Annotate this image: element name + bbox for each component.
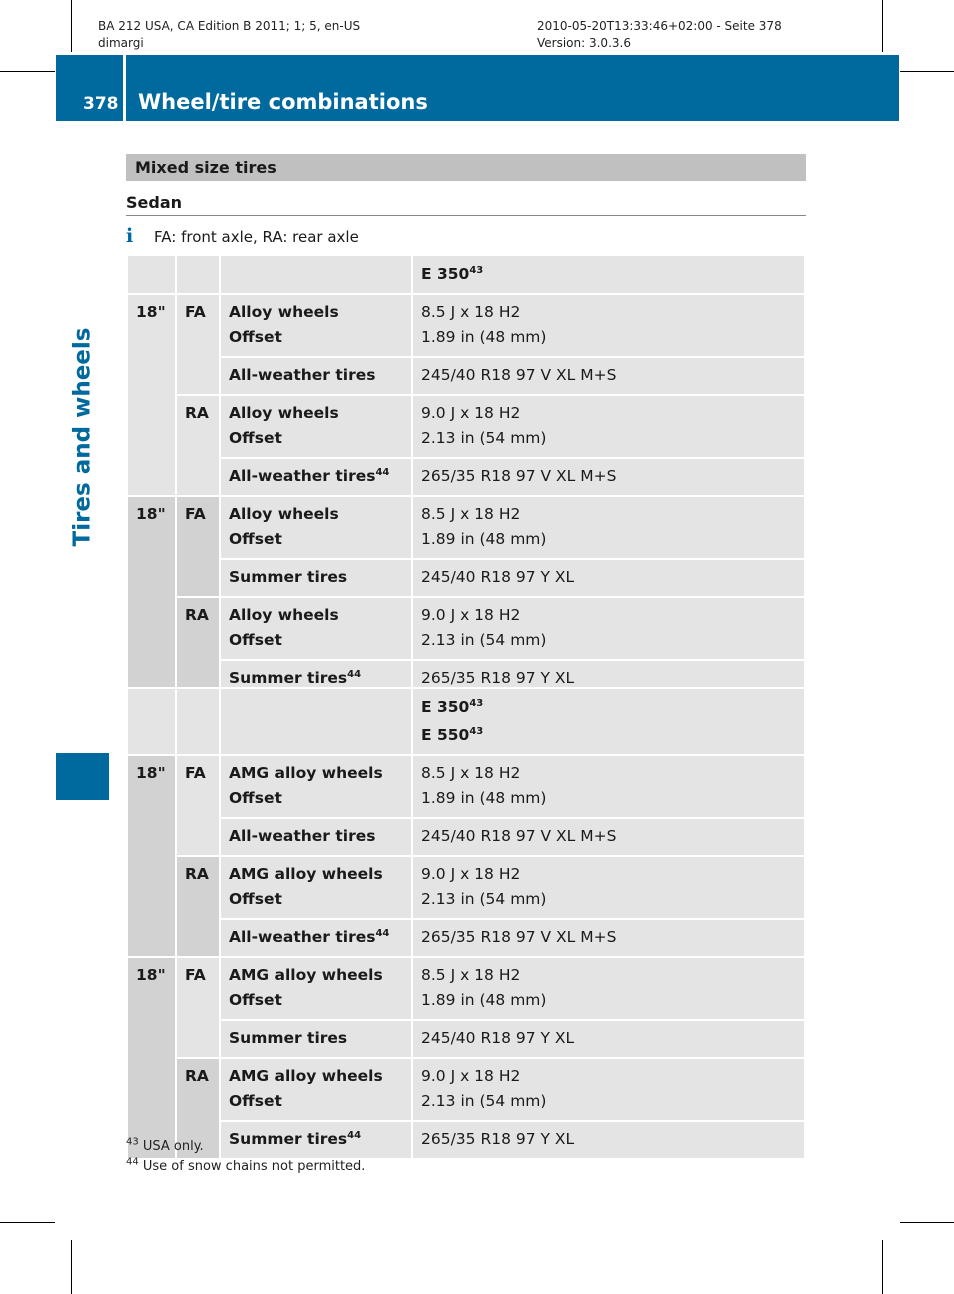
- wheel-label-cell: [220, 1058, 412, 1121]
- side-tab-label: Tires and wheels: [69, 327, 96, 547]
- wheel-label-cell: [220, 755, 412, 818]
- tire-label: All-weather tires: [229, 928, 376, 946]
- table-cell: [127, 688, 176, 755]
- axle-cell: RA: [176, 597, 220, 698]
- wheel-type-label: AMG alloy wheels: [229, 764, 383, 782]
- doc-meta-left-line1: BA 212 USA, CA Edition B 2011; 1; 5, en-US: [98, 19, 361, 33]
- tire-value-cell: 245/40 R18 97 V XL M+S: [412, 818, 805, 856]
- axle-cell: FA: [176, 755, 220, 856]
- tire-label-cell: All-weather tires: [220, 818, 412, 856]
- wheel-value-cell: [412, 1058, 805, 1121]
- wheel-type-label: Alloy wheels: [229, 606, 339, 624]
- table-cell: [220, 255, 412, 294]
- axle-cell: FA: [176, 496, 220, 597]
- footnote-number: 43: [126, 1136, 139, 1148]
- table-row: [127, 1121, 805, 1159]
- table-row: [127, 1020, 805, 1058]
- side-tab: [56, 121, 109, 753]
- wheel-value-cell: [412, 294, 805, 357]
- wheel-size-value: 9.0 J x 18 H2: [421, 865, 521, 883]
- table-row: [127, 458, 805, 496]
- table-row: [127, 1058, 805, 1121]
- table-row: [127, 395, 805, 458]
- wheel-label-cell: [220, 395, 412, 458]
- table-row: [127, 597, 805, 660]
- wheel-type-label: Alloy wheels: [229, 404, 339, 422]
- offset-value: 1.89 in (48 mm): [421, 789, 547, 807]
- offset-label: Offset: [229, 530, 282, 548]
- tire-value-cell: 265/35 R18 97 V XL M+S: [412, 919, 805, 957]
- axle-cell: RA: [176, 395, 220, 496]
- wheel-size-value: 8.5 J x 18 H2: [421, 505, 521, 523]
- rim-size-cell: 18": [127, 294, 176, 496]
- axle-cell: RA: [176, 1058, 220, 1159]
- axle-cell: FA: [176, 957, 220, 1058]
- offset-value: 2.13 in (54 mm): [421, 890, 547, 908]
- tire-value-cell: 265/35 R18 97 V XL M+S: [412, 458, 805, 496]
- footnote-ref: 43: [469, 264, 484, 276]
- table-row: [127, 755, 805, 818]
- footnote-ref: 43: [469, 725, 484, 737]
- wheel-label-cell: [220, 496, 412, 559]
- offset-label: Offset: [229, 789, 282, 807]
- wheel-type-label: Alloy wheels: [229, 505, 339, 523]
- table-row: [127, 496, 805, 559]
- wheel-size-value: 9.0 J x 18 H2: [421, 404, 521, 422]
- info-note: FA: front axle, RA: rear axle: [154, 228, 359, 246]
- model-header: [412, 688, 805, 755]
- doc-meta-right-line1: 2010-05-20T13:33:46+02:00 - Seite 378: [537, 19, 782, 33]
- crop-mark: [900, 71, 954, 72]
- table-row: [127, 856, 805, 919]
- offset-label: Offset: [229, 631, 282, 649]
- footnote-number: 44: [126, 1156, 139, 1168]
- rim-size-cell: 18": [127, 496, 176, 698]
- table-row: [127, 357, 805, 395]
- tire-label-cell: [220, 1121, 412, 1159]
- section-heading: Mixed size tires: [135, 158, 277, 177]
- rim-size-cell: 18": [127, 755, 176, 957]
- section-heading-bar: [126, 154, 806, 181]
- tire-value-cell: 245/40 R18 97 V XL M+S: [412, 357, 805, 395]
- offset-value: 1.89 in (48 mm): [421, 530, 547, 548]
- table-row: [127, 957, 805, 1020]
- wheel-label-cell: [220, 294, 412, 357]
- wheel-size-value: 9.0 J x 18 H2: [421, 1067, 521, 1085]
- page-number: 378: [83, 94, 119, 114]
- table-cell: [220, 688, 412, 755]
- doc-meta-left: [98, 18, 360, 52]
- doc-meta-right-line2: Version: 3.0.3.6: [537, 36, 631, 50]
- crop-mark: [71, 0, 72, 52]
- crop-mark: [71, 1240, 72, 1294]
- tire-label-cell: [220, 458, 412, 496]
- footnote-ref: 44: [347, 1129, 362, 1141]
- wheel-size-value: 9.0 J x 18 H2: [421, 606, 521, 624]
- footnote-ref: 44: [347, 668, 362, 680]
- side-tab-marker: [56, 753, 109, 800]
- offset-label: Offset: [229, 991, 282, 1009]
- tire-value-cell: 265/35 R18 97 Y XL: [412, 660, 805, 698]
- crop-mark: [0, 1222, 55, 1223]
- subsection-heading: Sedan: [126, 193, 183, 212]
- tire-label-cell: Summer tires: [220, 1020, 412, 1058]
- table-header-row: [127, 688, 805, 755]
- wheel-value-cell: [412, 957, 805, 1020]
- wheel-value-cell: [412, 856, 805, 919]
- tire-value-cell: 245/40 R18 97 Y XL: [412, 559, 805, 597]
- footnote-ref: 44: [375, 466, 390, 478]
- tire-label-cell: [220, 919, 412, 957]
- tire-label-cell: All-weather tires: [220, 357, 412, 395]
- tire-value-cell: 245/40 R18 97 Y XL: [412, 1020, 805, 1058]
- crop-mark: [900, 1222, 954, 1223]
- table-row: [127, 919, 805, 957]
- footnote-ref: 43: [469, 697, 484, 709]
- wheel-type-label: AMG alloy wheels: [229, 966, 383, 984]
- tire-label: All-weather tires: [229, 467, 376, 485]
- wheel-label-cell: [220, 856, 412, 919]
- footnote: [126, 1156, 366, 1174]
- offset-label: Offset: [229, 890, 282, 908]
- rim-size-cell: 18": [127, 957, 176, 1159]
- crop-mark: [0, 71, 55, 72]
- table-cell: [127, 255, 176, 294]
- table-row: [127, 559, 805, 597]
- wheel-value-cell: [412, 395, 805, 458]
- wheel-type-label: AMG alloy wheels: [229, 865, 383, 883]
- tire-label: Summer tires: [229, 669, 348, 687]
- wheel-value-cell: [412, 496, 805, 559]
- wheel-size-value: 8.5 J x 18 H2: [421, 303, 521, 321]
- table-cell: [176, 255, 220, 294]
- offset-value: 2.13 in (54 mm): [421, 631, 547, 649]
- tire-label: Summer tires: [229, 1130, 348, 1148]
- info-icon: i: [126, 225, 134, 247]
- footnote-text: USA only.: [142, 1139, 204, 1154]
- crop-mark: [882, 1240, 883, 1294]
- doc-meta-left-line2: dimargi: [98, 36, 144, 50]
- tire-label-cell: Summer tires: [220, 559, 412, 597]
- header-divider: [123, 55, 126, 121]
- wheel-label-cell: [220, 957, 412, 1020]
- offset-label: Offset: [229, 328, 282, 346]
- axle-cell: FA: [176, 294, 220, 395]
- offset-value: 2.13 in (54 mm): [421, 1092, 547, 1110]
- wheel-size-value: 8.5 J x 18 H2: [421, 764, 521, 782]
- wheel-value-cell: [412, 597, 805, 660]
- table-row: [127, 294, 805, 357]
- model-name: E 350: [421, 698, 470, 716]
- offset-label: Offset: [229, 1092, 282, 1110]
- tire-value-cell: 265/35 R18 97 Y XL: [412, 1121, 805, 1159]
- wheel-size-value: 8.5 J x 18 H2: [421, 966, 521, 984]
- model-name: E 350: [421, 265, 470, 283]
- offset-value: 1.89 in (48 mm): [421, 991, 547, 1009]
- offset-value: 2.13 in (54 mm): [421, 429, 547, 447]
- wheel-value-cell: [412, 755, 805, 818]
- wheel-type-label: Alloy wheels: [229, 303, 339, 321]
- page-title: Wheel/tire combinations: [138, 90, 428, 114]
- table-header-row: [127, 255, 805, 294]
- offset-value: 1.89 in (48 mm): [421, 328, 547, 346]
- model-header: [412, 255, 805, 294]
- footnote: [126, 1136, 204, 1154]
- offset-label: Offset: [229, 429, 282, 447]
- wheel-tire-table-2: [126, 687, 806, 1160]
- footnote-text: Use of snow chains not permitted.: [142, 1159, 366, 1174]
- table-row: [127, 818, 805, 856]
- axle-cell: RA: [176, 856, 220, 957]
- doc-meta-right: [537, 18, 782, 52]
- crop-mark: [882, 0, 883, 52]
- wheel-label-cell: [220, 597, 412, 660]
- subsection-rule: [126, 215, 806, 216]
- table-cell: [176, 688, 220, 755]
- wheel-tire-table-1: [126, 254, 806, 699]
- footnote-ref: 44: [375, 927, 390, 939]
- model-name: E 550: [421, 726, 470, 744]
- wheel-type-label: AMG alloy wheels: [229, 1067, 383, 1085]
